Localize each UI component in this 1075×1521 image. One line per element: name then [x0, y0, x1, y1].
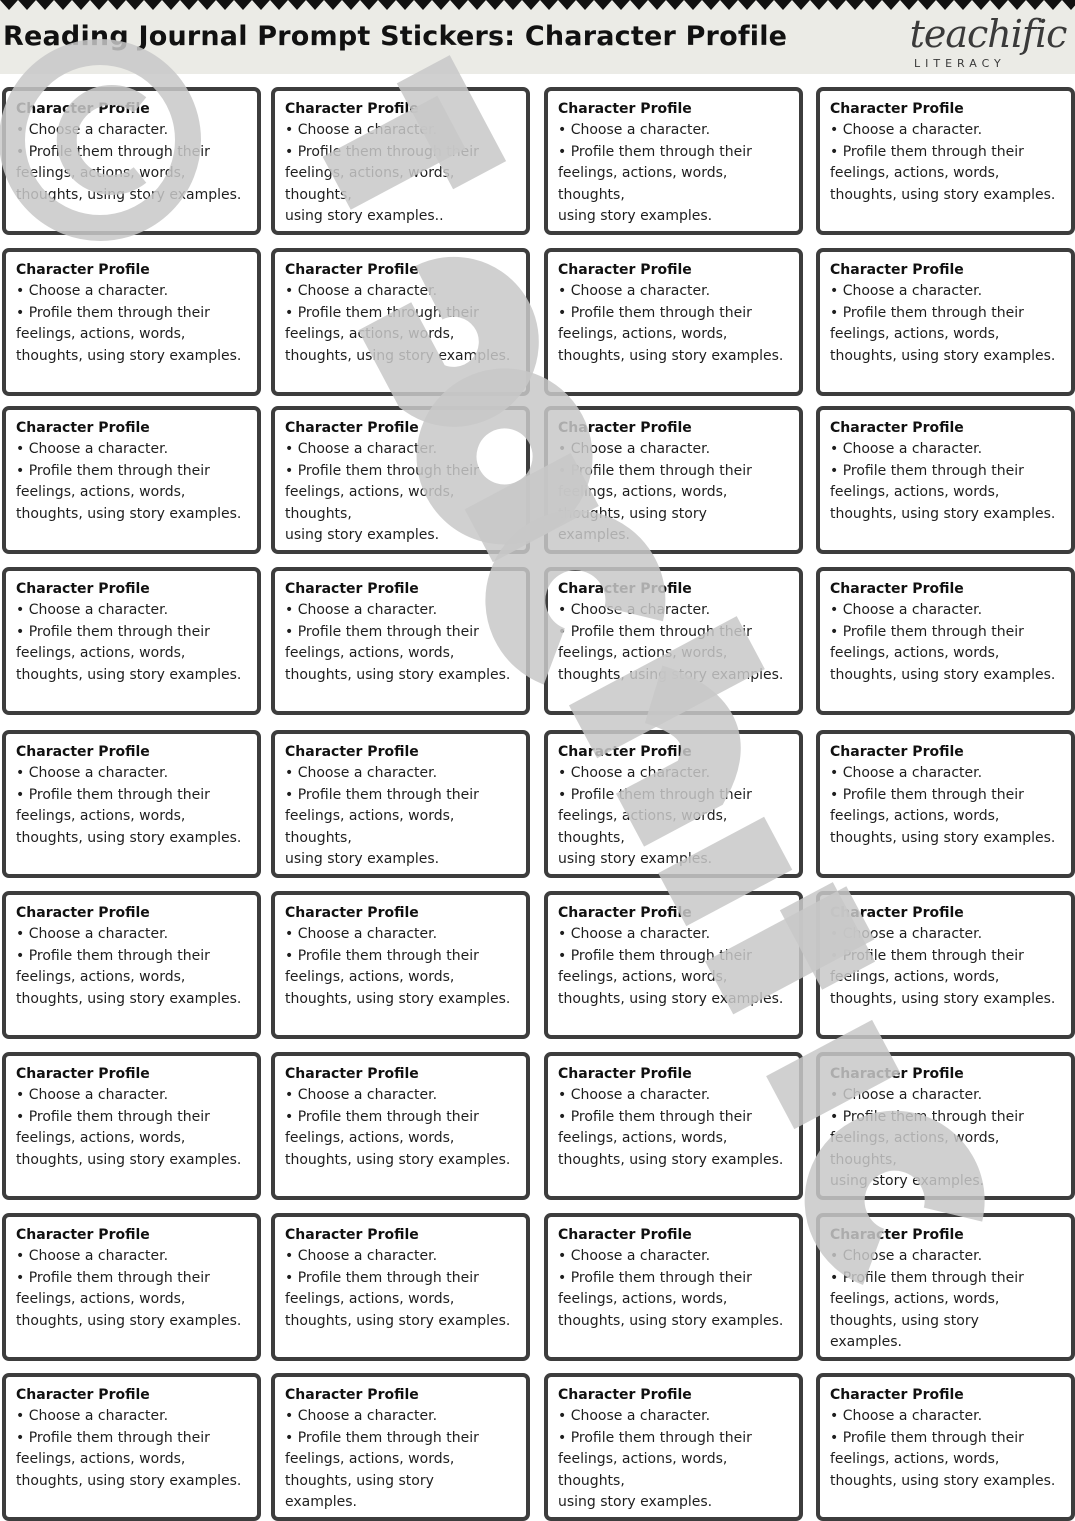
sticker-body: [830, 1246, 1071, 1354]
sticker-title: Character Profile: [285, 1066, 419, 1082]
sticker-line: • Profile them through their: [16, 623, 210, 640]
sticker-card: [2, 1052, 261, 1200]
sticker-line: • Profile them through their: [16, 947, 210, 964]
sticker-body: [16, 1246, 257, 1332]
sticker-line: • Choose a character.: [16, 283, 169, 299]
sticker-body: [558, 600, 799, 686]
sticker-title: Character Profile: [16, 262, 150, 278]
sticker-line: feelings, actions, words,: [16, 484, 186, 500]
sticker-title: Character Profile: [16, 1387, 150, 1403]
sticker-card: [816, 730, 1075, 878]
sticker-title: Character Profile: [558, 1066, 692, 1082]
sticker-line: feelings, actions, words,: [830, 645, 1000, 661]
sticker-line: • Choose a character.: [830, 283, 983, 299]
sticker-line: • Profile them through their: [558, 1429, 752, 1446]
sticker-line: using story examples.: [558, 851, 713, 867]
sticker-body: [558, 120, 799, 228]
sticker-line: • Choose a character.: [285, 441, 438, 457]
sticker-line: • Choose a character.: [830, 1408, 983, 1424]
sticker-line: • Profile them through their: [285, 947, 479, 964]
sticker-line: thoughts, using story examples.: [16, 186, 242, 203]
sticker-line: thoughts, using story examples.: [16, 347, 242, 364]
sticker-line: • Profile them through their: [285, 786, 479, 803]
sticker-line: • Profile them through their: [16, 304, 210, 321]
sticker-title: Character Profile: [830, 744, 964, 760]
sticker-card: [544, 1052, 803, 1200]
sticker-title: Character Profile: [830, 101, 964, 117]
sticker-card: [544, 406, 803, 554]
sticker-card: [544, 1373, 803, 1521]
sticker-line: thoughts, using story examples.: [830, 186, 1056, 203]
sticker-body: [830, 1406, 1071, 1492]
sticker-line: feelings, actions, words, thoughts,: [558, 165, 728, 203]
sticker-title: Character Profile: [16, 744, 150, 760]
sticker-line: • Choose a character.: [558, 122, 711, 138]
sticker-line: feelings, actions, words, thoughts,: [285, 165, 455, 203]
sticker-line: feelings, actions, words,: [285, 1130, 455, 1146]
logo-subtitle: LITERACY: [914, 57, 1006, 70]
sticker-line: • Choose a character.: [830, 1248, 983, 1264]
sticker-body: [16, 120, 257, 206]
sticker-line: feelings, actions, words,: [558, 326, 728, 342]
sticker-line: feelings, actions, words,: [16, 808, 186, 824]
sticker-line: feelings, actions, words,: [285, 1451, 455, 1467]
sticker-line: • Profile them through their: [830, 304, 1024, 321]
page-title: Reading Journal Prompt Stickers: Character Profile: [3, 21, 788, 52]
sticker-title: Character Profile: [285, 744, 419, 760]
sticker-line: thoughts, using story examples.: [558, 1151, 784, 1168]
sticker-line: • Choose a character.: [830, 602, 983, 618]
sticker-line: feelings, actions, words,: [830, 326, 1000, 342]
sticker-title: Character Profile: [830, 581, 964, 597]
sticker-line: • Choose a character.: [16, 1248, 169, 1264]
sticker-line: • Profile them through their: [16, 143, 210, 160]
sticker-line: feelings, actions, words,: [16, 645, 186, 661]
sticker-line: feelings, actions, words, thoughts,: [285, 484, 455, 522]
sticker-line: feelings, actions, words,: [830, 1291, 1000, 1307]
sticker-line: thoughts, using story: [830, 1312, 979, 1329]
sticker-line: thoughts, using story examples.: [830, 990, 1056, 1007]
sticker-line: • Profile them through their: [830, 143, 1024, 160]
sticker-line: feelings, actions, words, thoughts,: [830, 1130, 1000, 1168]
sticker-card: [2, 87, 261, 235]
sticker-title: Character Profile: [285, 1227, 419, 1243]
sticker-title: Character Profile: [558, 1387, 692, 1403]
sticker-line: feelings, actions, words, thoughts,: [558, 808, 728, 846]
sticker-line: • Choose a character.: [558, 765, 711, 781]
sticker-card: [816, 567, 1075, 715]
sticker-card: [271, 730, 530, 878]
sticker-line: • Profile them through their: [285, 462, 479, 479]
sticker-line: feelings, actions, words, thoughts,: [285, 808, 455, 846]
sticker-line: • Profile them through their: [285, 143, 479, 160]
sticker-line: • Choose a character.: [16, 441, 169, 457]
sticker-line: thoughts, using story examples.: [830, 505, 1056, 522]
sticker-card: [271, 1213, 530, 1361]
sticker-line: thoughts, using story examples.: [830, 666, 1056, 683]
sticker-line: • Profile them through their: [558, 304, 752, 321]
sticker-line: feelings, actions, words,: [830, 969, 1000, 985]
sticker-line: examples.: [285, 1494, 358, 1510]
sticker-title: Character Profile: [558, 905, 692, 921]
sticker-line: thoughts, using story examples.: [285, 347, 511, 364]
sticker-body: [16, 600, 257, 686]
sticker-title: Character Profile: [16, 1227, 150, 1243]
sticker-line: feelings, actions, words,: [830, 165, 1000, 181]
sticker-body: [558, 1246, 799, 1332]
sticker-body: [558, 1406, 799, 1514]
sticker-title: Character Profile: [285, 262, 419, 278]
sticker-line: • Profile them through their: [830, 1269, 1024, 1286]
sticker-line: thoughts, using story examples.: [830, 829, 1056, 846]
sticker-line: • Choose a character.: [830, 441, 983, 457]
sticker-line: • Profile them through their: [830, 1108, 1024, 1125]
sticker-line: • Choose a character.: [558, 441, 711, 457]
sticker-line: thoughts, using story examples.: [285, 990, 511, 1007]
sticker-card: [816, 87, 1075, 235]
sticker-line: • Profile them through their: [285, 1269, 479, 1286]
sticker-line: feelings, actions, words,: [16, 1130, 186, 1146]
sticker-card: [544, 87, 803, 235]
sticker-line: feelings, actions, words,: [16, 1451, 186, 1467]
sticker-line: • Choose a character.: [830, 122, 983, 138]
sticker-title: Character Profile: [558, 101, 692, 117]
sticker-line: feelings, actions, words,: [830, 484, 1000, 500]
sticker-card: [816, 1052, 1075, 1200]
sticker-line: • Profile them through their: [16, 1429, 210, 1446]
sticker-line: • Profile them through their: [16, 462, 210, 479]
sticker-title: Character Profile: [830, 1066, 964, 1082]
sticker-card: [271, 248, 530, 396]
sticker-line: • Profile them through their: [16, 1269, 210, 1286]
sticker-card: [271, 1052, 530, 1200]
sticker-line: • Profile them through their: [16, 786, 210, 803]
sticker-line: feelings, actions, words,: [285, 326, 455, 342]
sticker-title: Character Profile: [558, 1227, 692, 1243]
sticker-line: • Profile them through their: [830, 623, 1024, 640]
sticker-line: using story examples.: [830, 1173, 985, 1189]
sticker-line: • Profile them through their: [558, 1108, 752, 1125]
sticker-line: • Choose a character.: [285, 283, 438, 299]
sticker-card: [544, 730, 803, 878]
sticker-line: thoughts, using story examples.: [285, 666, 511, 683]
sticker-title: Character Profile: [285, 581, 419, 597]
sticker-line: • Choose a character.: [285, 926, 438, 942]
sticker-body: [285, 281, 526, 367]
sticker-line: thoughts, using story: [558, 505, 707, 522]
sticker-line: • Choose a character.: [16, 122, 169, 138]
sticker-body: [285, 600, 526, 686]
sticker-card: [816, 1213, 1075, 1361]
sticker-line: feelings, actions, words,: [16, 1291, 186, 1307]
sticker-line: • Profile them through their: [558, 1269, 752, 1286]
sticker-line: thoughts, using story examples.: [285, 1312, 511, 1329]
sticker-card: [816, 248, 1075, 396]
sticker-line: • Choose a character.: [830, 765, 983, 781]
sticker-body: [830, 763, 1071, 849]
sticker-line: using story examples..: [285, 208, 444, 224]
sticker-line: • Profile them through their: [830, 462, 1024, 479]
sticker-title: Character Profile: [830, 1227, 964, 1243]
sticker-line: feelings, actions, words,: [285, 969, 455, 985]
sticker-line: • Profile them through their: [558, 623, 752, 640]
sticker-card: [816, 1373, 1075, 1521]
sticker-body: [16, 924, 257, 1010]
sticker-line: feelings, actions, words,: [558, 969, 728, 985]
sticker-line: feelings, actions, words, thoughts,: [558, 1451, 728, 1489]
sticker-line: • Profile them through their: [830, 1429, 1024, 1446]
sticker-title: Character Profile: [285, 905, 419, 921]
sticker-title: Character Profile: [16, 101, 150, 117]
sticker-line: thoughts, using story examples.: [16, 1312, 242, 1329]
sticker-line: examples.: [558, 527, 631, 543]
sticker-card: [2, 730, 261, 878]
sticker-line: • Choose a character.: [285, 602, 438, 618]
sticker-line: using story examples.: [285, 527, 440, 543]
sticker-body: [558, 1085, 799, 1171]
sticker-line: thoughts, using story examples.: [16, 829, 242, 846]
sticker-line: feelings, actions, words,: [16, 326, 186, 342]
sticker-line: • Choose a character.: [558, 1408, 711, 1424]
sticker-line: • Profile them through their: [285, 304, 479, 321]
sticker-line: • Profile them through their: [285, 1429, 479, 1446]
sticker-line: thoughts, using story examples.: [16, 505, 242, 522]
sticker-line: • Choose a character.: [830, 926, 983, 942]
sticker-line: • Choose a character.: [16, 602, 169, 618]
sticker-line: thoughts, using story examples.: [16, 666, 242, 683]
sticker-line: thoughts, using story: [285, 1472, 434, 1489]
sticker-body: [285, 439, 526, 547]
sticker-line: • Choose a character.: [16, 926, 169, 942]
sticker-line: examples.: [830, 1334, 903, 1350]
sticker-card: [544, 1213, 803, 1361]
sticker-line: thoughts, using story examples.: [830, 1472, 1056, 1489]
sticker-line: • Choose a character.: [558, 602, 711, 618]
sticker-card: [271, 87, 530, 235]
sticker-line: • Choose a character.: [16, 765, 169, 781]
sticker-body: [285, 924, 526, 1010]
sticker-line: using story examples.: [558, 1494, 713, 1510]
sticker-title: Character Profile: [16, 581, 150, 597]
sticker-card: [2, 1373, 261, 1521]
sticker-body: [285, 763, 526, 871]
sticker-card: [2, 891, 261, 1039]
sticker-title: Character Profile: [16, 905, 150, 921]
sticker-title: Character Profile: [285, 1387, 419, 1403]
sticker-title: Character Profile: [285, 420, 419, 436]
sticker-card: [816, 891, 1075, 1039]
sticker-title: Character Profile: [558, 262, 692, 278]
sticker-body: [830, 120, 1071, 206]
sticker-line: thoughts, using story examples.: [16, 1472, 242, 1489]
sticker-body: [830, 600, 1071, 686]
sticker-card: [271, 567, 530, 715]
sticker-card: [2, 406, 261, 554]
sticker-line: thoughts, using story examples.: [558, 347, 784, 364]
sticker-card: [816, 406, 1075, 554]
sticker-body: [285, 1085, 526, 1171]
sticker-line: • Choose a character.: [285, 765, 438, 781]
sticker-line: thoughts, using story examples.: [558, 990, 784, 1007]
sticker-body: [830, 924, 1071, 1010]
sticker-title: Character Profile: [16, 1066, 150, 1082]
sticker-line: • Choose a character.: [16, 1408, 169, 1424]
sticker-body: [285, 120, 526, 228]
sticker-line: • Profile them through their: [830, 786, 1024, 803]
sticker-body: [558, 763, 799, 871]
sticker-body: [16, 1406, 257, 1492]
sticker-title: Character Profile: [558, 420, 692, 436]
sticker-body: [558, 439, 799, 547]
sticker-line: feelings, actions, words,: [558, 1130, 728, 1146]
sticker-line: • Profile them through their: [16, 1108, 210, 1125]
sticker-title: Character Profile: [830, 1387, 964, 1403]
sticker-line: • Choose a character.: [558, 1248, 711, 1264]
sticker-line: feelings, actions, words,: [16, 969, 186, 985]
sticker-line: • Choose a character.: [285, 1087, 438, 1103]
sticker-line: • Profile them through their: [558, 143, 752, 160]
sticker-card: [271, 406, 530, 554]
sticker-line: • Profile them through their: [830, 947, 1024, 964]
sticker-line: • Choose a character.: [285, 1248, 438, 1264]
sticker-card: [544, 891, 803, 1039]
sticker-title: Character Profile: [830, 905, 964, 921]
sticker-line: • Choose a character.: [558, 283, 711, 299]
sticker-line: • Choose a character.: [830, 1087, 983, 1103]
sticker-body: [830, 439, 1071, 525]
sticker-line: thoughts, using story examples.: [285, 1151, 511, 1168]
sticker-body: [285, 1246, 526, 1332]
sticker-line: • Profile them through their: [558, 462, 752, 479]
sticker-card: [2, 1213, 261, 1361]
sticker-line: feelings, actions, words,: [285, 645, 455, 661]
sticker-line: • Choose a character.: [285, 1408, 438, 1424]
sticker-title: Character Profile: [285, 101, 419, 117]
sticker-line: • Choose a character.: [558, 1087, 711, 1103]
sticker-line: thoughts, using story examples.: [16, 990, 242, 1007]
sticker-line: • Choose a character.: [558, 926, 711, 942]
sticker-title: Character Profile: [16, 420, 150, 436]
sticker-body: [558, 281, 799, 367]
sticker-card: [2, 567, 261, 715]
sticker-body: [830, 281, 1071, 367]
sticker-body: [830, 1085, 1071, 1193]
sticker-body: [285, 1406, 526, 1514]
sticker-line: thoughts, using story examples.: [558, 1312, 784, 1329]
sticker-line: • Choose a character.: [285, 122, 438, 138]
sticker-card: [271, 891, 530, 1039]
sticker-title: Character Profile: [830, 420, 964, 436]
sticker-line: • Profile them through their: [558, 786, 752, 803]
sticker-card: [271, 1373, 530, 1521]
sticker-line: feelings, actions, words,: [830, 808, 1000, 824]
sticker-line: • Profile them through their: [558, 947, 752, 964]
sticker-body: [16, 281, 257, 367]
sticker-line: using story examples.: [558, 208, 713, 224]
sticker-line: thoughts, using story examples.: [16, 1151, 242, 1168]
sticker-title: Character Profile: [830, 262, 964, 278]
logo-wordmark: teachific: [909, 12, 1067, 56]
sticker-line: feelings, actions, words,: [285, 1291, 455, 1307]
sticker-line: • Profile them through their: [285, 1108, 479, 1125]
sticker-line: using story examples.: [285, 851, 440, 867]
sticker-line: feelings, actions, words,: [558, 645, 728, 661]
sticker-line: feelings, actions, words,: [16, 165, 186, 181]
sticker-card: [2, 248, 261, 396]
sticker-line: thoughts, using story examples.: [830, 347, 1056, 364]
sticker-card: [544, 248, 803, 396]
sticker-title: Character Profile: [558, 744, 692, 760]
sticker-line: • Profile them through their: [285, 623, 479, 640]
sticker-line: feelings, actions, words,: [558, 1291, 728, 1307]
sticker-line: • Choose a character.: [16, 1087, 169, 1103]
sticker-body: [558, 924, 799, 1010]
sticker-body: [16, 439, 257, 525]
sticker-title: Character Profile: [558, 581, 692, 597]
sticker-body: [16, 1085, 257, 1171]
sticker-card: [544, 567, 803, 715]
sticker-body: [16, 763, 257, 849]
sticker-line: feelings, actions, words,: [830, 1451, 1000, 1467]
sticker-line: feelings, actions, words,: [558, 484, 728, 500]
sticker-line: thoughts, using story examples.: [558, 666, 784, 683]
